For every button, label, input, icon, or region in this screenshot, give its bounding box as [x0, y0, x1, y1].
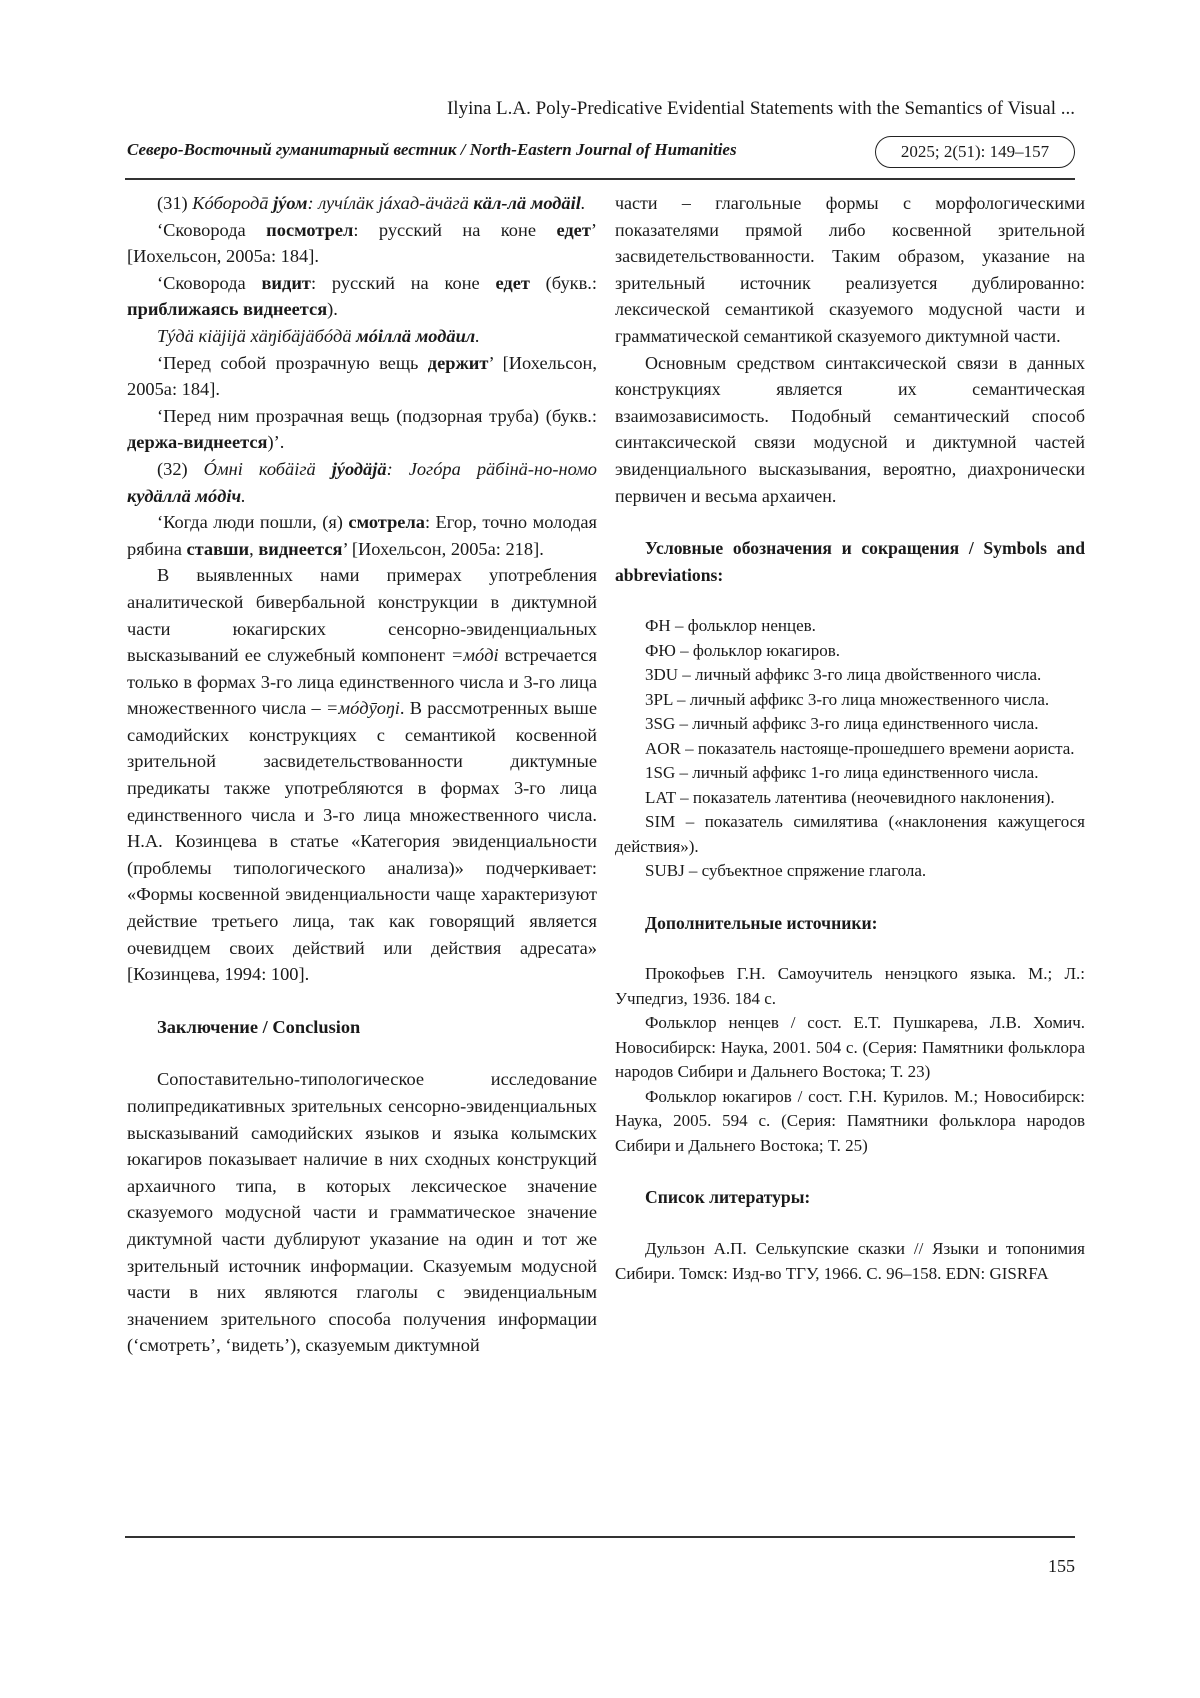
abbreviations-heading: Условные обозначения и сокращения / Symbols and abbreviations: [615, 538, 1085, 585]
sources-list [615, 962, 1085, 1158]
page-number: 155 [1048, 1556, 1075, 1576]
header-rule [125, 178, 1075, 180]
body-paragraph: Основным средством синтаксической связи в данных конструкциях является их семантическая взаимозависимость. Подобный семантический способ синтаксической связи модусной и диктумной частей эвиденциального высказывания, вероятно, диахронически первичен и весьма архаичен. [615, 352, 1085, 506]
example-translation: ‘Когда люди пошли, (я) смотрела: Егор, точно молодая рябина ставши, виднеется’ [Иохельсон, 2005а: 218]. [127, 512, 598, 559]
source-item: Фольклор ненцев / сост. Е.Т. Пушкарева, Л.В. Хомич. Новосибирск: Наука, 2001. 504 с. (Серия: Памятники фольклора народов Сибири и Дальнего Востока; Т. 23) [615, 1013, 1085, 1082]
body-paragraph: части – глагольные формы с морфологическими показателями прямой либо косвенной зрительной засвидетельствованности. Таким образом, указание на зрительный источник реализуется дублированно: лексической семантикой сказуемого модусной части и грамматической семантикой сказуемого диктумной части. [615, 193, 1085, 346]
body-paragraph: В выявленных нами примерах употребления аналитической бивербальной конструкции в диктумной части юкагирских сенсорно-эвиденциальных высказываний ее служебный компонент =мóдi встречается только в формах 3-го лица единственного числа и 3-го лица множественного числа – =мóдӯоŋi. В рассмотренных выше самодийских конструкциях с семантикой косвенной зрительной засвидетельствованности диктумные предикаты также употребляются в формах 3-го лица единственного числа и 3-го лица множественного числа. Н.А. Козинцева в статье «Категория эвиденциальности (проблемы типологического анализа)» подчеркивает: «Формы косвенной эвиденциальности чаще характеризуют действие третьего лица, так как говорящий является очевидцем своих действий или действия адресата» [Козинцева, 1994: 100]. [127, 565, 597, 985]
journal-line [125, 136, 1075, 176]
abbreviation-item: SIM – показатель симилятива («наклонения кажущегося действия»). [615, 812, 1085, 856]
abbreviation-item: ФЮ – фольклор юкагиров. [645, 640, 841, 660]
abbreviations-list [615, 614, 1085, 884]
left-column [127, 190, 597, 1359]
sources-heading: Дополнительные источники: [645, 912, 878, 933]
running-title: Ilyina L.A. Poly-Predicative Evidential Statements with the Semantics of Visual ... [446, 98, 1075, 119]
issue-badge: 2025; 2(51): 149–157 [875, 136, 1075, 168]
abbreviation-item: AOR – показатель настояще-прошедшего времени аориста. [645, 738, 1075, 758]
abbreviation-item: ФН – фольклор ненцев. [645, 616, 816, 636]
conclusion-paragraph: Сопоставительно-типологическое исследование полипредикативных зрительных сенсорно-эвиденциальных высказываний самодийских языков и языка колымских юкагиров показывает наличие в них сходных конструкций архаичного типа, в которых лексическое значение сказуемого модусной части и грамматическое значение диктумной части дублируют указание на один и тот же зрительный источник информации. Сказуемым модусной части в них являются глаголы с эвиденциальным значением зрительного способа получения информации (‘смотреть’, ‘видеть’), сказуемым диктумной [127, 1069, 597, 1356]
example-32: (32) Óмнi кобäiгä jýодäjä: Jогóра рäбiнä-но-номо кудäллä мóдiч. [127, 458, 597, 506]
abbreviation-item: 3DU – личный аффикс 3-го лица двойственного числа. [645, 665, 1042, 685]
abbreviation-item: LAT – показатель латентива (неочевидного наклонения). [645, 787, 1055, 807]
example-translation: ‘Сковорода видит: русский на коне едет (букв.: приближаясь виднеется). [127, 272, 597, 320]
source-item: Прокофьев Г.Н. Самоучитель ненэцкого языка. М.; Л.: Учпедгиз, 1936. 184 с. [615, 964, 1085, 1008]
abbreviation-item: 3PL – личный аффикс 3-го лица множественного числа. [645, 689, 1050, 709]
example-translation: ‘Перед ним прозрачная вещь (подзорная труба) (букв.: держа-виднеется)’. [127, 405, 597, 453]
abbreviation-item: 1SG – личный аффикс 1-го лица единственного числа. [645, 763, 1039, 783]
footer-rule [125, 1536, 1075, 1538]
abbreviation-item: 3SG – личный аффикс 3-го лица единственного числа. [645, 714, 1039, 734]
references-list [615, 1237, 1085, 1286]
example-31: (31) Кóбородā jýом: лучíлäк jáхад-äчäгä кäл-лä модäil. [157, 193, 586, 213]
right-column [615, 190, 1085, 1286]
source-item: Фольклор юкагиров / сост. Г.Н. Курилов. М.; Новосибирск: Наука, 2005. 594 с. (Серия: Памятники фольклора народов Сибири и Дальнего Востока; Т. 25) [615, 1086, 1085, 1155]
example-translation: ‘Сковорода посмотрел: русский на коне едет’ [Иохельсон, 2005а: 184]. [127, 219, 597, 267]
journal-name: Северо-Восточный гуманитарный вестник / North-Eastern Journal of Humanities [127, 140, 737, 159]
example-translation: ‘Перед собой прозрачную вещь держит’ [Иохельсон, 2005а: 184]. [127, 352, 597, 400]
conclusion-heading: Заключение / Conclusion [157, 1016, 361, 1037]
references-heading: Список литературы: [645, 1187, 811, 1208]
abbreviation-item: SUBJ – субъектное спряжение глагола. [645, 861, 927, 881]
example-31-second: Тýдä кiäjijä хäŋiбäjäбóдä мóiллä модäил. [157, 325, 480, 346]
reference-item: Дульзон А.П. Селькупские сказки // Языки и топонимия Сибири. Томск: Изд-во ТГУ, 1966. С. 96–158. EDN: GISRFA [615, 1239, 1085, 1283]
